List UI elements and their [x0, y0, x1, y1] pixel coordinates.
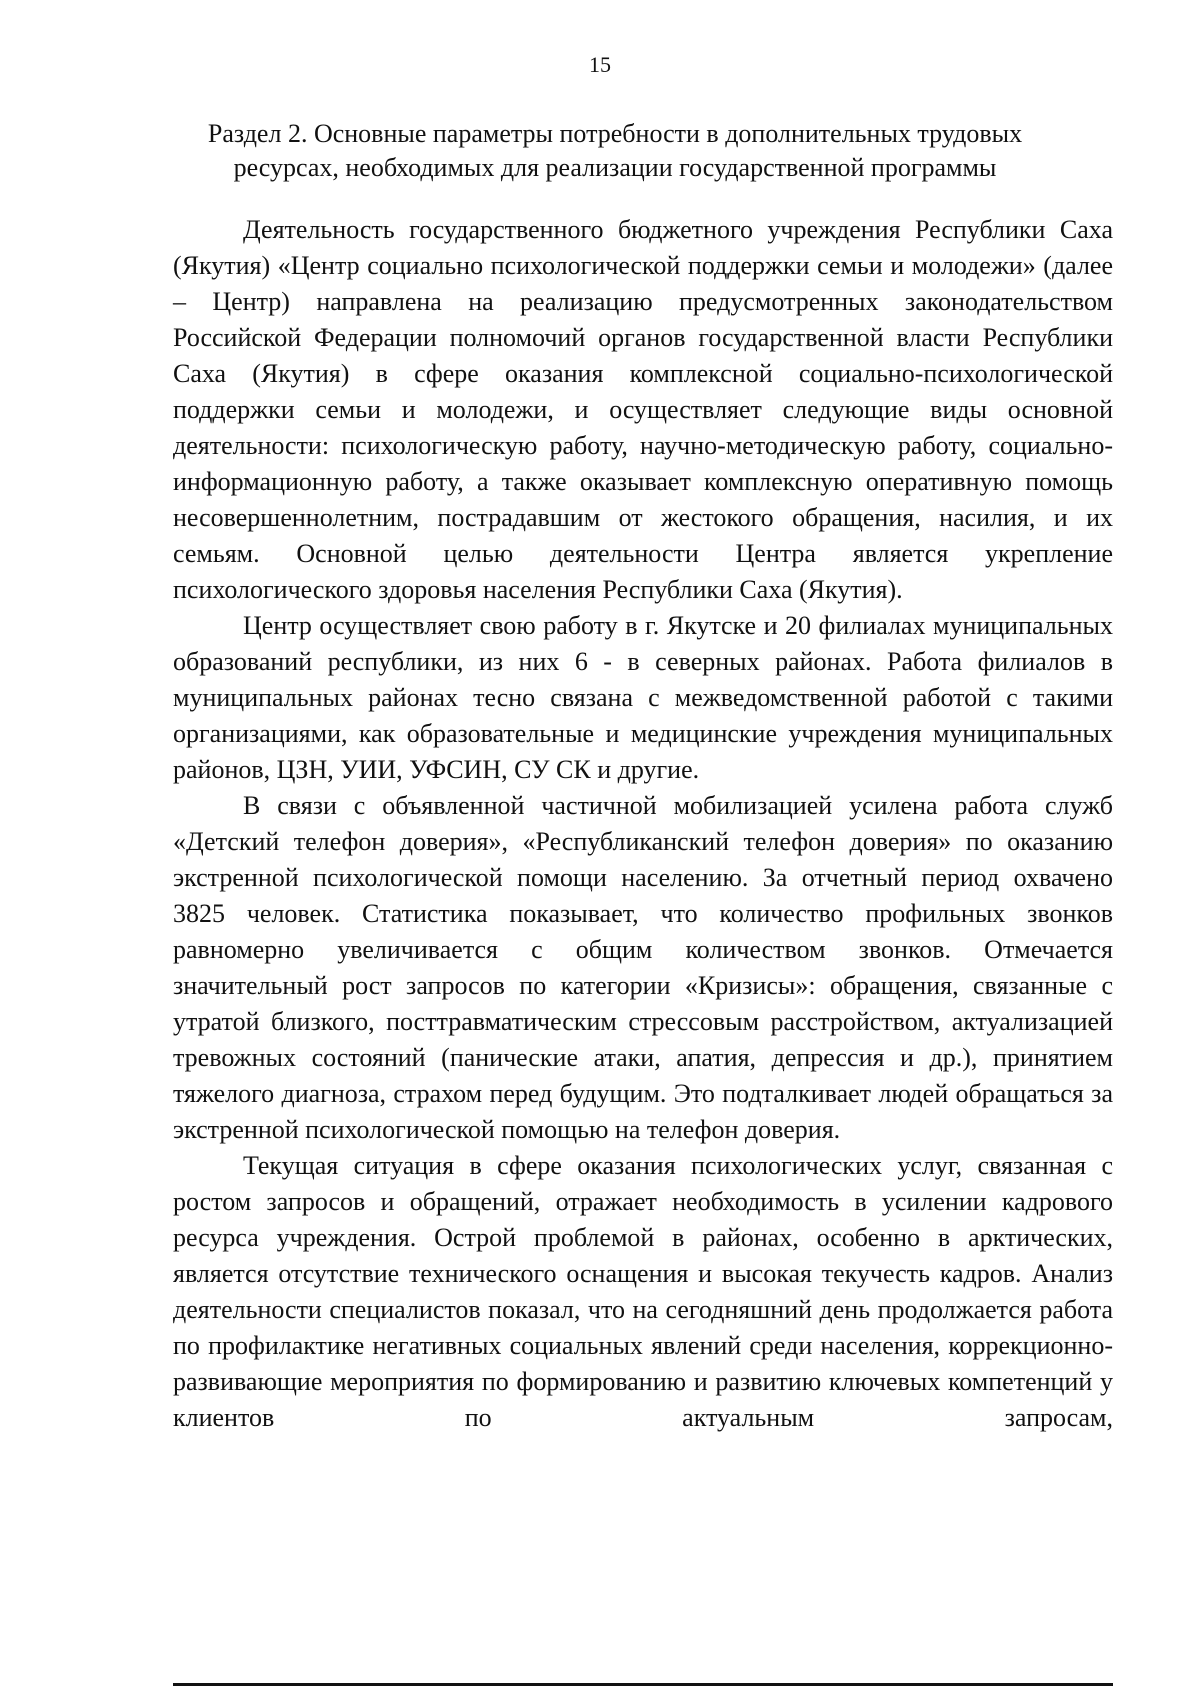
paragraph-current-situation: Текущая ситуация в сфере оказания психологических услуг, связанная с ростом запросов и обращений, отражает необходимость в усилении кадрового ресурса учреждения. Острой проблемой в районах, особенно в арктических, является отсутствие технического оснащения и высокая текучесть кадров. Анализ деятельности специалистов показал, что на сегодняшний день продолжается работа по профилактике негативных социальных явлений среди населения, коррекционно-развивающие мероприятия по формированию и развитию ключевых компетенций у клиентов по актуальным запросам, [173, 1151, 1113, 1432]
paragraph-branches: Центр осуществляет свою работу в г. Якутске и 20 филиалах муниципальных образований республики, из них 6 - в северных районах. Работа филиалов в муниципальных районах тесно связана с межведомственной работой с такими организациями, как образовательные и медицинские учреждения муниципальных районов, ЦЗН, УИИ, УФСИН, СУ СК и другие. [173, 611, 1113, 784]
body-text [173, 212, 1113, 1436]
paragraph-hotline: В связи с объявленной частичной мобилизацией усилена работа служб «Детский телефон доверия», «Республиканский телефон доверия» по оказанию экстренной психологической помощи населению. За отчетный период охвачено 3825 человек. Статистика показывает, что количество профильных звонков равномерно увеличивается с общим количеством звонков. Отмечается значительный рост запросов по категории «Кризисы»: обращения, связанные с утратой близкого, посттравматическим стрессовым расстройством, актуализацией тревожных состояний (панические атаки, апатия, депрессия и др.), принятием тяжелого диагноза, страхом перед будущим. Это подталкивает людей обращаться за экстренной психологической помощью на телефон доверия. [173, 791, 1113, 1144]
bottom-rule [173, 1683, 1113, 1686]
page-number: 15 [589, 52, 611, 77]
section-title-line-1: Раздел 2. Основные параметры потребности в дополнительных трудовых [207, 119, 1023, 148]
section-title [150, 117, 1080, 185]
section-title-line-2: ресурсах, необходимых для реализации государственной программы [233, 153, 997, 182]
paragraph-activity: Деятельность государственного бюджетного учреждения Республики Саха (Якутия) «Центр социально психологической поддержки семьи и молодежи» (далее – Центр) направлена на реализацию предусмотренных законодательством Российской Федерации полномочий органов государственной власти Республики Саха (Якутия) в сфере оказания комплексной социально-психологической поддержки семьи и молодежи, и осуществляет следующие виды основной деятельности: психологическую работу, научно-методическую работу, социально-информационную работу, а также оказывает комплексную оперативную помощь несовершеннолетним, пострадавшим от жестокого обращения, насилия, и их семьям. Основной целью деятельности Центра является укрепление психологического здоровья населения Республики Саха (Якутия). [173, 215, 1113, 604]
